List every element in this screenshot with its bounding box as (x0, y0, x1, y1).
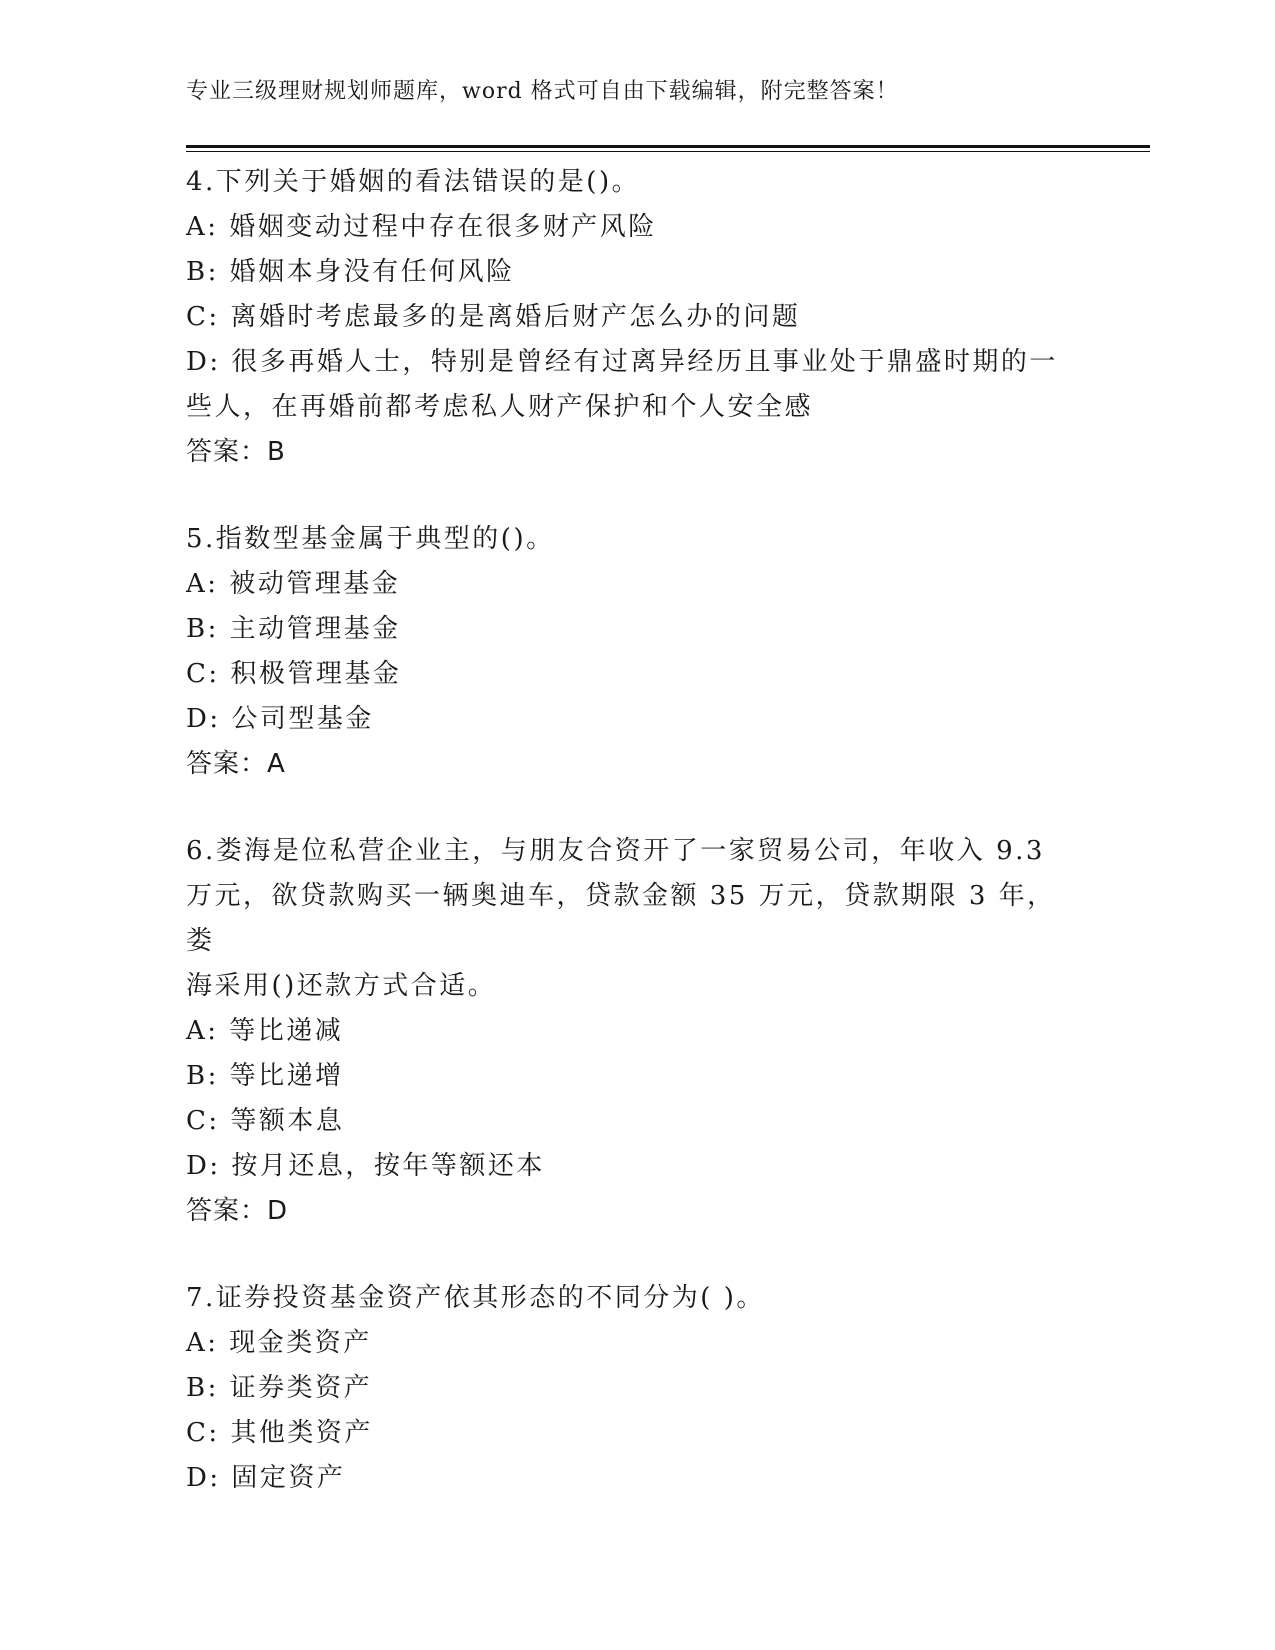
option-b: B: 主动管理基金 (186, 614, 401, 644)
question-block (186, 829, 1066, 1234)
option-a: A: 现金类资产 (186, 1328, 372, 1358)
question-stem-line: 7.证券投资基金资产依其形态的不同分为( )。 (186, 1283, 765, 1313)
header-rule-thin (186, 151, 1150, 152)
option-a: A: 等比递减 (186, 1016, 344, 1046)
option-d-continued: 些人，在再婚前都考虑私人财产保护和个人安全感 (186, 392, 814, 422)
option-a: A: 被动管理基金 (186, 569, 401, 599)
answer-line: 答案：B (186, 437, 286, 467)
question-stem-line: 5.指数型基金属于典型的()。 (186, 524, 555, 554)
question-stem-line: 6.娄海是位私营企业主，与朋友合资开了一家贸易公司，年收入 9.3 (186, 836, 1045, 866)
answer-line: 答案：A (186, 749, 286, 779)
option-b: B: 证券类资产 (186, 1373, 373, 1403)
option-a: A: 婚姻变动过程中存在很多财产风险 (186, 212, 657, 242)
question-block (186, 160, 1066, 475)
question-block (186, 1276, 1066, 1501)
option-c: C: 离婚时考虑最多的是离婚后财产怎么办的问题 (186, 302, 801, 332)
option-b: B: 等比递增 (186, 1061, 344, 1091)
option-c: C: 积极管理基金 (186, 659, 402, 689)
option-c: C: 等额本息 (186, 1106, 345, 1136)
page-header: 专业三级理财规划师题库，word 格式可自由下载编辑，附完整答案！ (186, 79, 899, 104)
question-list (186, 160, 1066, 1543)
option-b: B: 婚姻本身没有任何风险 (186, 257, 515, 287)
header-rule-thick (186, 145, 1150, 148)
question-block (186, 517, 1066, 787)
option-d: D: 固定资产 (186, 1463, 346, 1493)
question-stem-line: 海采用()还款方式合适。 (186, 971, 497, 1001)
option-d: D: 很多再婚人士，特别是曾经有过离异经历且事业处于鼎盛时期的一 (186, 347, 1058, 377)
option-d: D: 按月还息，按年等额还本 (186, 1151, 545, 1181)
question-stem-line: 4.下列关于婚姻的看法错误的是()。 (186, 167, 641, 197)
answer-line: 答案：D (186, 1196, 289, 1226)
question-stem-line: 万元，欲贷款购买一辆奥迪车，贷款金额 35 万元，贷款期限 3 年，娄 (186, 881, 1056, 956)
option-d: D: 公司型基金 (186, 704, 374, 734)
option-c: C: 其他类资产 (186, 1418, 373, 1448)
